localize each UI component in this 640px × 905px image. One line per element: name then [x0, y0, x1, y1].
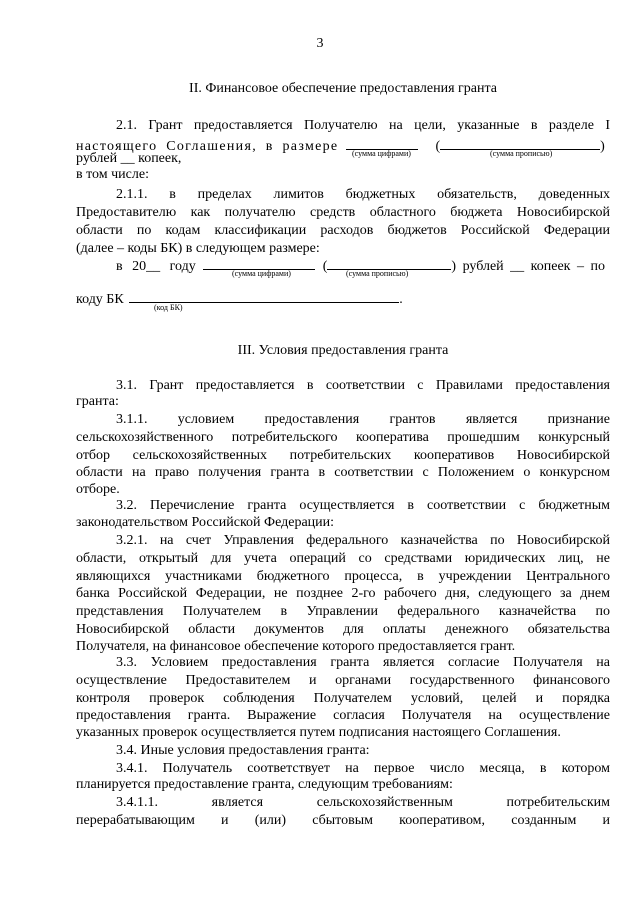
paragraph-2-1-including: в том числе: [76, 167, 149, 182]
budget-code-label: коду БК [76, 292, 124, 307]
paragraph-2-1-1-line: 2.1.1. в пределах лимитов бюджетных обязательств, доведенных [116, 187, 610, 202]
section-3-line: банка Российской Федерации, не позднее 2-го рабочего дня, следующего за днем [76, 586, 610, 601]
caption-budget-code: (код БК) [154, 303, 183, 312]
year-amount-words-blank[interactable] [327, 256, 451, 270]
year-text: в 20__ году [116, 259, 196, 274]
paragraph-2-1-line: 2.1. Грант предоставляется Получателю на цели, указанные в разделе I [116, 118, 610, 133]
section-3-line: 3.1.1. условием предоставления грантов является признание [116, 412, 610, 427]
paragraph-2-1-text: настоящего Соглашения, в размере [76, 139, 339, 154]
section-3-line: отбор сельскохозяйственных потребительских кооперативов Новосибирской [76, 448, 610, 463]
section-3-line: законодательством Российской Федерации: [76, 515, 335, 530]
page-number: 3 [316, 36, 324, 51]
section-3-line: 3.4.1. Получатель соответствует на первое число месяца, в котором [116, 761, 610, 776]
section-3-line: планируется предоставление гранта, следующим требованиям: [76, 777, 453, 792]
section-3-line: 3.2.1. на счет Управления федерального казначейства по Новосибирской [116, 533, 610, 548]
section-3-line: гранта: [76, 394, 119, 409]
caption-sum-words: (сумма прописью) [490, 149, 553, 158]
section-3-line: контроля проверок соблюдения Получателем условий, целей и порядка [76, 691, 610, 706]
caption-sum-digits: (сумма цифрами) [352, 149, 411, 158]
budget-code-blank[interactable] [129, 289, 399, 303]
amount-digits-blank[interactable] [346, 136, 418, 150]
caption-sum-words: (сумма прописью) [346, 269, 409, 278]
section-3-line: области, открытый для учета операций со средствами юридических лиц, не [76, 551, 610, 566]
section-3-line: отборе. [76, 482, 120, 497]
section-3-line: являющихся участниками бюджетного процесса, в учреждении Центрального [76, 569, 610, 584]
section-3-line: перерабатывающим и (или) сбытовым кооперативом, созданным и [76, 813, 610, 828]
section-3-line: 3.1. Грант предоставляется в соответствии с Правилами предоставления [116, 378, 610, 393]
section-3-line: 3.4.1.1. является сельскохозяйственным потребительским [116, 795, 610, 810]
open-paren: ( [322, 259, 328, 274]
section-2-title: II. Финансовое обеспечение предоставления гранта [189, 81, 497, 96]
section-3-title: III. Условия предоставления гранта [237, 343, 449, 358]
section-3-line: Новосибирской области документов для оплаты денежного обязательства [76, 622, 610, 637]
section-3-line: предоставления гранта. Выражение согласия Получателя на осуществление [76, 708, 610, 723]
amount-words-blank[interactable] [440, 136, 600, 150]
section-3-line: 3.2. Перечисление гранта осуществляется в соответствии с бюджетным [116, 498, 610, 513]
section-3-line: 3.4. Иные условия предоставления гранта: [116, 743, 370, 758]
rubles-kopecks-text: ) рублей __ копеек – по [451, 259, 605, 274]
section-3-line: Получателя, на финансовое обеспечение которого предоставляется грант. [76, 639, 516, 654]
open-paren: ( [435, 139, 441, 154]
section-3-line: осуществление Предоставителем и органами государственного финансового [76, 673, 610, 688]
section-3-line: сельскохозяйственного потребительского кооператива прошедшим конкурсный [76, 430, 610, 445]
paragraph-2-1-1-line: (далее – коды БК) в следующем размере: [76, 241, 320, 256]
section-3-line: 3.3. Условием предоставления гранта является согласие Получателя на [116, 655, 610, 670]
section-3-line: области на право получения гранта в соответствии с Положением о конкурсном [76, 465, 610, 480]
caption-sum-digits: (сумма цифрами) [232, 269, 291, 278]
period: . [399, 292, 403, 307]
paragraph-2-1-rubles: рублей __ копеек, [76, 151, 182, 166]
close-paren: ) [600, 139, 605, 154]
year-amount-digits-blank[interactable] [203, 256, 315, 270]
section-3-line: представления Получателем в Управлении федерального казначейства по [76, 604, 610, 619]
paragraph-2-1-1-line: Предоставителю как получателю средств областного бюджета Новосибирской [76, 205, 610, 220]
section-3-line: указанных проверок осуществляется путем подписания настоящего Соглашения. [76, 725, 561, 740]
paragraph-2-1-1-line: области по кодам классификации расходов бюджетов Российской Федерации [76, 223, 610, 238]
